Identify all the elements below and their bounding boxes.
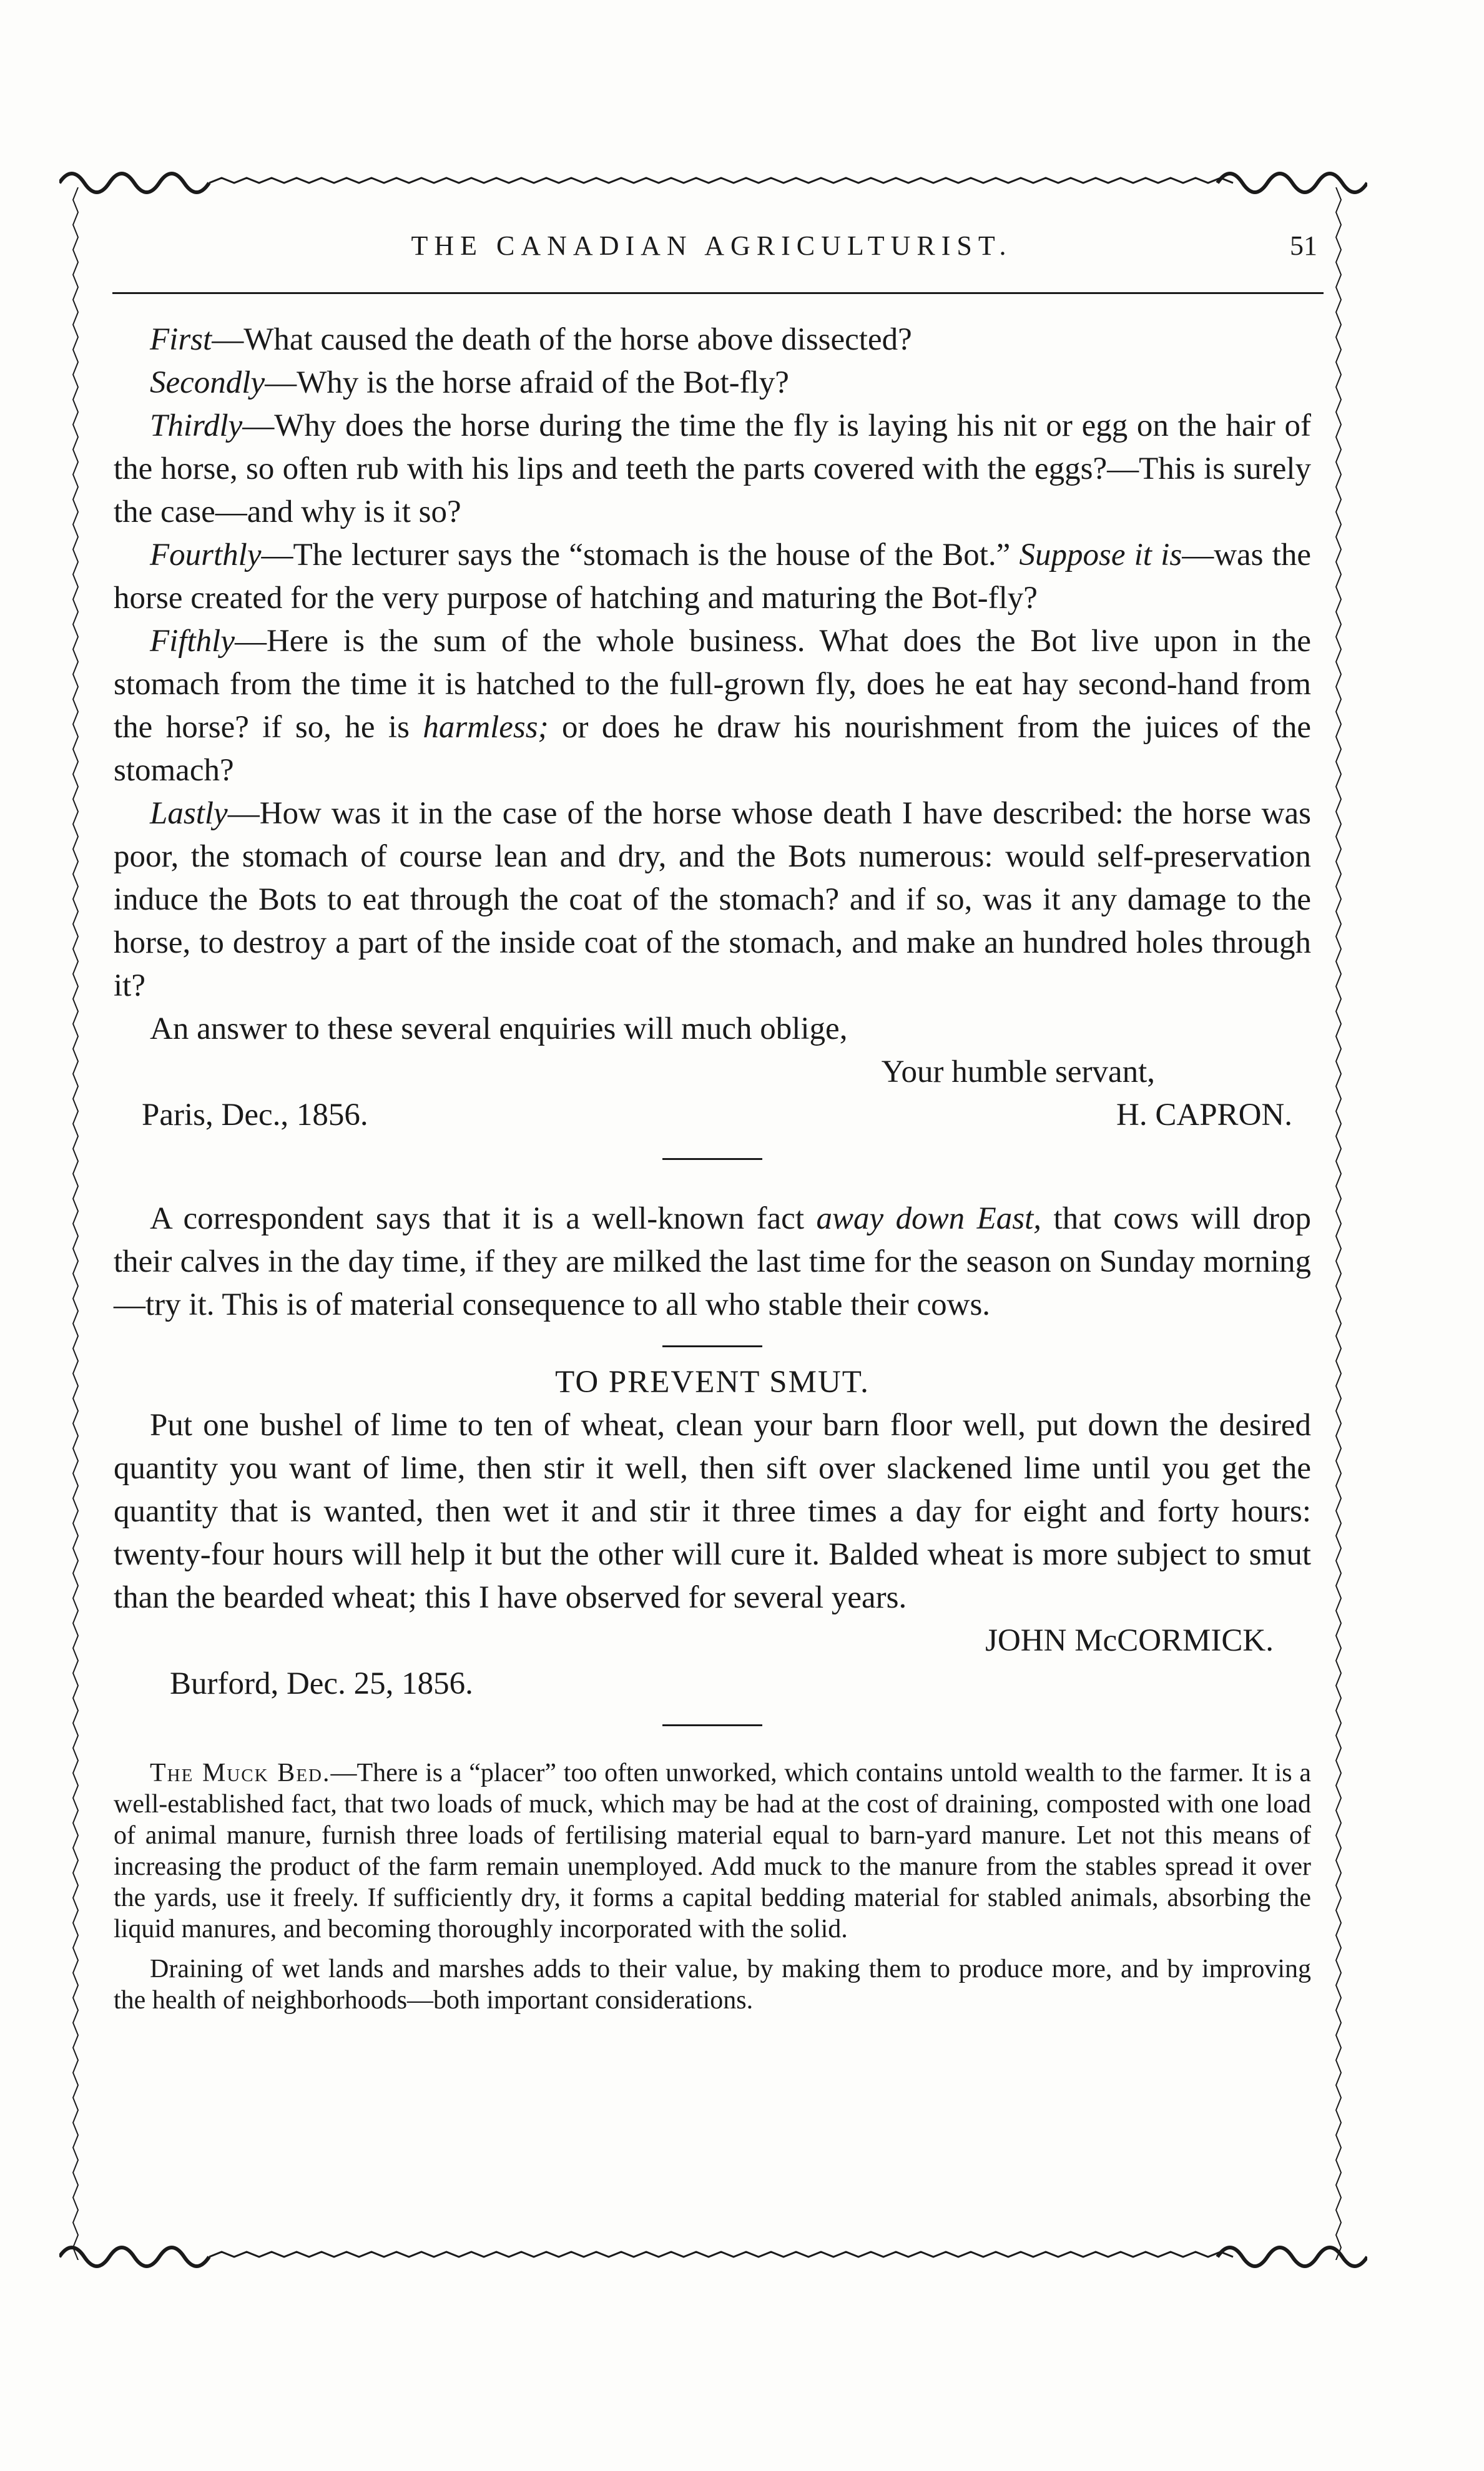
smut-heading: TO PREVENT SMUT.: [555, 1365, 870, 1400]
question-label: First: [150, 322, 212, 357]
question-first: First—What caused the death of the horse above dissected?: [150, 322, 912, 357]
draining-paragraph: Draining of wet lands and marshes adds to their value, by making them to produce more, and by improving the health of neighborhoods—both important considerations.: [114, 1955, 1311, 2015]
question-label: Lastly: [150, 796, 228, 831]
cows-paragraph: A correspondent says that it is a well-known fact away down East, that cows will drop their calves in the day time, if they are milked the last time for the season on Sunday morning—try it. This is of material consequence to all who stable their cows.: [114, 1201, 1311, 1322]
letter-place-date: Paris, Dec., 1856.: [142, 1098, 368, 1132]
page-number: 51: [1290, 230, 1317, 261]
page-content: [114, 318, 1311, 2016]
question-label: Secondly: [150, 365, 265, 400]
letter-signature-line: [114, 1094, 1311, 1137]
letter-valediction: Your humble servant,: [881, 1054, 1155, 1089]
letter-signature: H. CAPRON.: [1116, 1098, 1292, 1132]
ornamental-border-bottom: [59, 2235, 1367, 2279]
question-label: Fifthly: [150, 624, 235, 659]
question-label: Fourthly: [150, 538, 262, 572]
muck-bed-paragraph: The Muck Bed.—There is a “placer” too often unworked, which contains untold wealth to the farmer. It is a well-established fact, that two loads of muck, which may be had at the cost of draining, composted with one load of animal manure, furnish three loads of fertilising material equal to barn-yard manure. Let not this means of increasing the product of the farm remain unemployed. Add muck to the manure from the stables spread it over the yards, use it freely. If sufficiently dry, it forms a capital bedding material for stabled animals, absorbing the liquid manures, and becoming thoroughly incorporated with the solid.: [114, 1759, 1311, 1943]
smut-signature: JOHN McCORMICK.: [985, 1623, 1274, 1658]
ornamental-border-right: [1324, 187, 1349, 2260]
question-third: Thirdly—Why does the horse during the time the fly is laying his nit or egg on the hair of the horse, so often rub with his lips and teeth the parts covered with the eggs?—This is surely the case—and why is it so?: [114, 408, 1311, 529]
question-label: Thirdly: [150, 408, 243, 443]
journal-title: THE CANADIAN AGRICULTURIST.: [411, 230, 1013, 261]
ornamental-border-top: [59, 161, 1367, 205]
smut-paragraph: Put one bushel of lime to ten of wheat, clean your barn floor well, put down the desired quantity you want of lime, then stir it well, then sift over slackened lime until you get the quantity that is wanted, then wet it and stir it three times a day for eight and forty hours: twenty-four hours will help it but the other will cure it. Balded wheat is more subject to smut than the bearded wheat; this I have observed for several years.: [114, 1408, 1311, 1615]
ornamental-border-left: [66, 187, 91, 2260]
muck-bed-title: The Muck Bed.: [150, 1759, 331, 1787]
question-last: Lastly—How was it in the case of the horse whose death I have described: the horse was poor, the stomach of course lean and dry, and the Bots numerous: would self-preservation induce the Bots to eat through the coat of the stomach? and if so, was it any damage to the horse, to destroy a part of the inside coat of the stomach, and make an hundred holes through it?: [114, 796, 1311, 1003]
question-second: Secondly—Why is the horse afraid of the Bot-fly?: [150, 365, 789, 400]
question-fifth: Fifthly—Here is the sum of the whole business. What does the Bot live upon in the stomach from the time it is hatched to the full-grown fly, does he eat hay second-hand from the horse? if so, he is harmless; or does he draw his nourishment from the juices of the stomach?: [114, 624, 1312, 788]
letter-closing: An answer to these several enquiries will much oblige,: [150, 1011, 848, 1046]
question-fourth: Fourthly—The lecturer says the “stomach is the house of the Bot.” Suppose it is—was the horse created for the very purpose of hatching and maturing the Bot-fly?: [114, 538, 1311, 616]
header-rule: [112, 292, 1324, 294]
running-header: [94, 224, 1330, 273]
smut-place-date: Burford, Dec. 25, 1856.: [170, 1666, 473, 1701]
